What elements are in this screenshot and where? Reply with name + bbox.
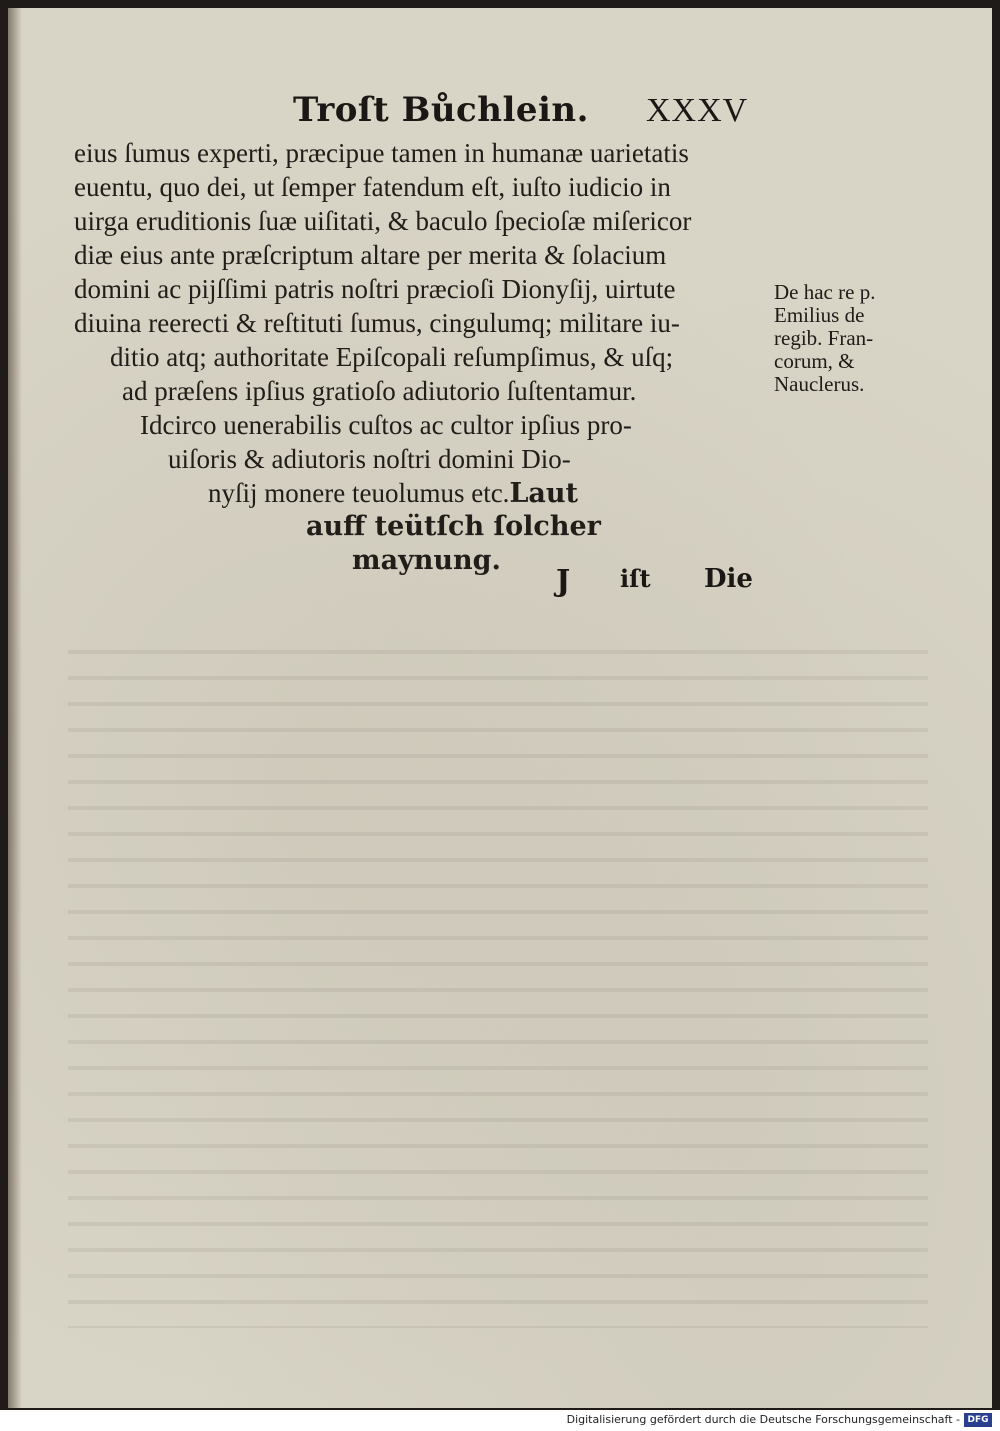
folio-number: XXXV <box>646 92 749 129</box>
margin-note <box>774 281 875 396</box>
catchword-die: Die <box>704 564 753 594</box>
text-line-blackletter: auff teütſch ſolcher <box>306 511 601 542</box>
margin-note-line: regib. Fran- <box>774 326 874 350</box>
margin-note-line: Emilius de <box>774 303 865 327</box>
text-line: ad præſens ipſius gratioſo adiutorio ſuſtentamur. <box>122 376 637 406</box>
text-line: diuina reerecti & reſtituti ſumus, cingulumq; militare iu- <box>74 308 680 338</box>
catchword-initial: J <box>556 564 571 599</box>
page-gutter-shadow <box>8 8 22 1408</box>
text-line: uirga eruditionis ſuæ uiſitati, & baculo ſpecioſæ miſericor <box>74 206 692 236</box>
digitization-footer <box>0 1410 1000 1431</box>
dfg-logo: DFG <box>964 1413 992 1427</box>
text-line-with-laut <box>208 476 578 511</box>
text-line: euentu, quo dei, ut ſemper fatendum eſt, iuſto iudicio in <box>74 172 671 202</box>
text-line: eius ſumus experti, præcipue tamen in humanæ uarietatis <box>74 138 689 168</box>
show-through-texture <box>68 628 928 1328</box>
text-line: domini ac pijſſimi patris noſtri præcioſi Dionyſij, uirtute <box>74 274 676 304</box>
text-line: uiſoris & adiutoris noſtri domini Dio- <box>168 444 571 474</box>
text-line: ditio atq; authoritate Epiſcopali reſumpſimus, & uſq; <box>110 342 674 372</box>
page-header <box>8 90 992 140</box>
text-line: diæ eius ante præſcriptum altare per merita & ſolacium <box>74 240 667 270</box>
margin-note-line: corum, & <box>774 349 855 373</box>
margin-note-line: Nauclerus. <box>774 372 865 396</box>
margin-note-line: De hac re p. <box>774 280 876 304</box>
text-line: nyſij monere teuolumus etc. <box>208 478 510 508</box>
running-title: Troſt Bůchlein. <box>293 90 589 130</box>
funding-credit: Digitalisierung gefördert durch die Deutsche Forschungsgemeinschaft - <box>566 1413 960 1426</box>
laut-word: Laut <box>509 478 579 509</box>
catchword-ist: iſt <box>620 564 651 593</box>
text-line-blackletter: maynung. <box>352 545 501 576</box>
text-line: Idcirco uenerabilis cuſtos ac cultor ipſius pro- <box>140 410 632 440</box>
book-page <box>8 8 992 1408</box>
